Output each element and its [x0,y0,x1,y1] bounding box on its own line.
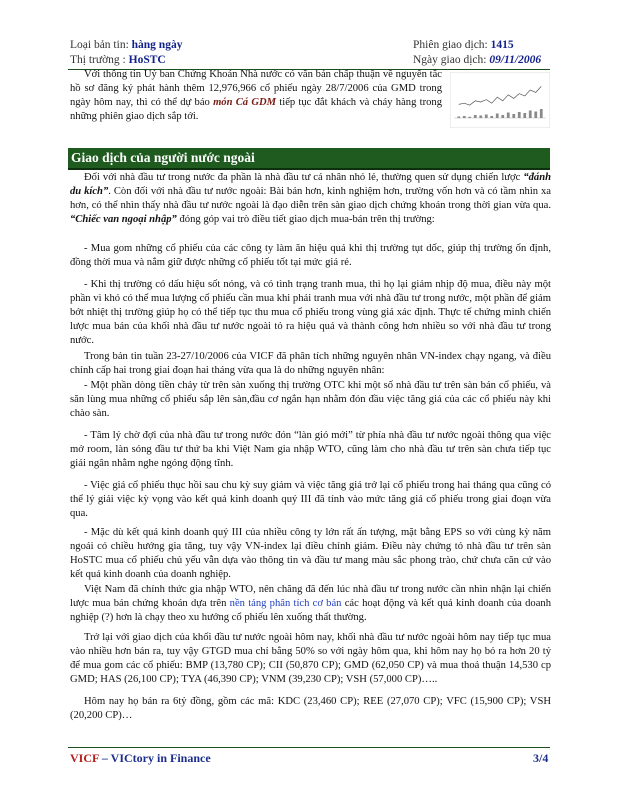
section-title: Giao dịch của người nước ngoài [71,150,255,165]
header-right [413,38,541,68]
thumb-volume-bar [523,113,526,118]
paragraph-strategy: Đối với nhà đầu tư trong nước đa phần là nhà đầu tư cá nhân nhỏ lẻ, thường quen sử dụng chiến lược “đánh du kích”. Còn đối với nhà đầu tư nước ngoài: Bài bản hơn, kinh nghiệm hơn, trường vốn hơn và có tầm nhìn xa hơn, có thể nhìn thấy nhà đầu tư nước ngoài là đạo diễn trên sàn giao dịch chứng khoán trong thời gian vừa qua. “Chiếc van ngoại nhập” đóng góp vai trò điều tiết giao dịch mua-bán trên thị trường: [70,172,551,226]
paragraph-foreign-sell: Hôm nay họ bán ra 6tỷ đồng, gồm các mã: KDC (23,460 CP); REE (27,070 CP); VFC (15,900 CP); VSH (20,200 CP)… [70,696,551,722]
header-left [70,38,182,68]
price-thumbnail-chart [450,72,550,128]
page-number: 3/4 [533,751,549,765]
thumb-volume-bar [507,113,510,119]
section-banner [68,148,550,170]
date-label: Ngày giao dịch: [413,54,487,66]
thumb-volume-bar [457,117,460,119]
market-value: HoSTC [128,54,166,66]
thumb-volume-bar [496,114,499,119]
thumb-volume-bar [485,115,488,119]
thumb-volume-bar [512,114,515,118]
paragraph-buy-low: - Mua gom những cổ phiếu của các công ty làm ăn hiệu quả khi thị trường tụt dốc, giúp thị trường ổn định, đồng thời mua và nắm giữ được những cổ phiếu tốt tại mức giá rẻ. [70,243,551,269]
paragraph-foreign-buy: Trở lại với giao dịch của khối đầu tư nước ngoài hôm nay, khối nhà đầu tư nước ngoài hôm nay tiếp tục mua vào nhiều hơn bán ra, tuy vậy GTGD mua chỉ bằng 50% so với ngày hôm qua, khi hôm nay họ bỏ ra hơn 20 tỷ để mua gom các cổ phiếu: BMP (13,780 CP); CII (50,870 CP); GMD (62,050 CP) và mua thoả thuận 14,530 cp GMD; HAS (26,100 CP); TYA (46,390 CP); VNM (39,230 CP); VSH (57,000 CP)….. [70,632,551,686]
thumb-volume-bar [474,115,477,118]
fundamental-analysis-link[interactable]: nền tảng phân tích cơ bản [229,598,342,610]
paragraph-hot-market: - Khi thị trường có dấu hiệu sốt nóng, và có tình trạng tranh mua, thì họ lại giảm nhịp độ mua, điều này một phần vì khó có thể mua lượng cổ phiếu cần mua khi phải tranh mua với nhà đầu tư trong nước, một phần để giảm bớt nhiệt thị trường giúp họ có thể tiếp tục thu mua cổ phiếu trong vùng giá xác định. Thực tế chứng minh chiến lược mua bán của khối nhà đầu tư nước ngoài tỏ ra hiệu quả và thành công hơn nhiều so với nhà đầu tư trong nước. [70,279,551,347]
thumb-volume-bar [479,116,482,119]
thumb-volume-bar [463,116,466,118]
intro-paragraph: Với thông tin Uỷ ban Chứng Khoán Nhà nước có văn bản chấp thuận về nguyên tắc hồ sơ đăng ký phát hành thêm 12,976,966 cổ phiếu ngày 28/7/2006 của GMD trong ngày hôm nay, thì có thể dự báo món Cá GDM tiếp tục đắt khách và cháy hàng trong những phiên giao dịch sắp tới. [70,69,442,123]
market-label: Thị trường : [70,54,126,66]
paragraph-weekly-review: Trong bản tin tuần 23-27/10/2006 của VICF đã phân tích những nguyên nhân VN-index chạy ngang, và điều chỉnh cấp hai trong giai đoạn hai tháng vừa qua là do những nguyên nhân: [70,351,551,377]
thumb-volume-bar [529,111,532,119]
thumb-volume-bar [534,112,537,119]
thumb-volume-bar [518,112,521,118]
session-label: Phiên giao dịch: [413,39,488,51]
thumb-volume-bar [468,117,471,118]
bulletin-type-value: hàng ngày [131,39,183,51]
thumb-volume-bar [540,109,543,118]
bulletin-type-label: Loại bản tin: [70,39,129,51]
date-value: 09/11/2006 [489,54,542,66]
session-value: 1415 [490,39,514,51]
paragraph-cause-eps: - Mặc dù kết quả kinh doanh quý III của nhiều công ty lớn rất ấn tượng, mặt bằng EPS so với cùng kỳ năm ngoái có chiều hướng gia tăng, tuy vậy VN-index lại điều chỉnh giảm. Điều này chứng tỏ nhà đầu tư trên sàn HoSTC mua cổ phiếu chủ yếu vẫn dựa vào thông tin và đầu tư mang màu sắc phong trào, chứ chưa căn cứ vào kết quả kinh doanh của doanh nghiệp. [70,527,551,581]
paragraph-wto-strategy: Việt Nam đã chính thức gia nhập WTO, nên chăng đã đến lúc nhà đầu tư trong nước cần nhìn nhận lại chiến lược mua bán chứng khoán dựa trên nền tảng phân tích cơ bản các hoạt động và kết quả kinh doanh của doanh nghiệp (?) hơn là chạy theo xu hướng cổ phiếu lên xuống thất thường. [70,584,551,624]
footer-divider [68,747,550,748]
thumb-volume-bar [490,116,493,118]
paragraph-cause-otc: - Một phần dòng tiền chảy từ trên sàn xuống thị trường OTC khi một số nhà đầu tư trên sàn bán cổ phiếu, và săn lùng mua những cổ phiếu sắp lên sàn,đầu cơ ngắn hạn nhằm đón đầu việc tăng giá của các cổ phiếu này khi chào sàn. [70,380,551,420]
paragraph-cause-wto: - Tâm lý chờ đợi của nhà đầu tư trong nước đón “làn gió mới” từ phía nhà đầu tư nước ngoài thông qua việc mở room, làn sóng đầu tư thứ ba khi Việt Nam gia nhập WTO, cũng làm cho nhà đầu tư trên sàn chưa tiếp tục giải ngân nhằm nghe ngóng động tĩnh. [70,430,551,470]
footer-brand: VICF – VICtory in Finance [70,751,211,765]
thumb-volume-bar [501,115,504,118]
paragraph-cause-q3: - Việc giá cổ phiếu thục hồi sau chu kỳ suy giảm và việc tăng giá trở lại cổ phiếu trong hai tháng qua cũng có thể lý giải việc kỳ vọng vào kết quả kinh doanh quý III đã tính vào mức tăng giá cổ phiếu trong giai đoạn vừa qua. [70,480,551,520]
